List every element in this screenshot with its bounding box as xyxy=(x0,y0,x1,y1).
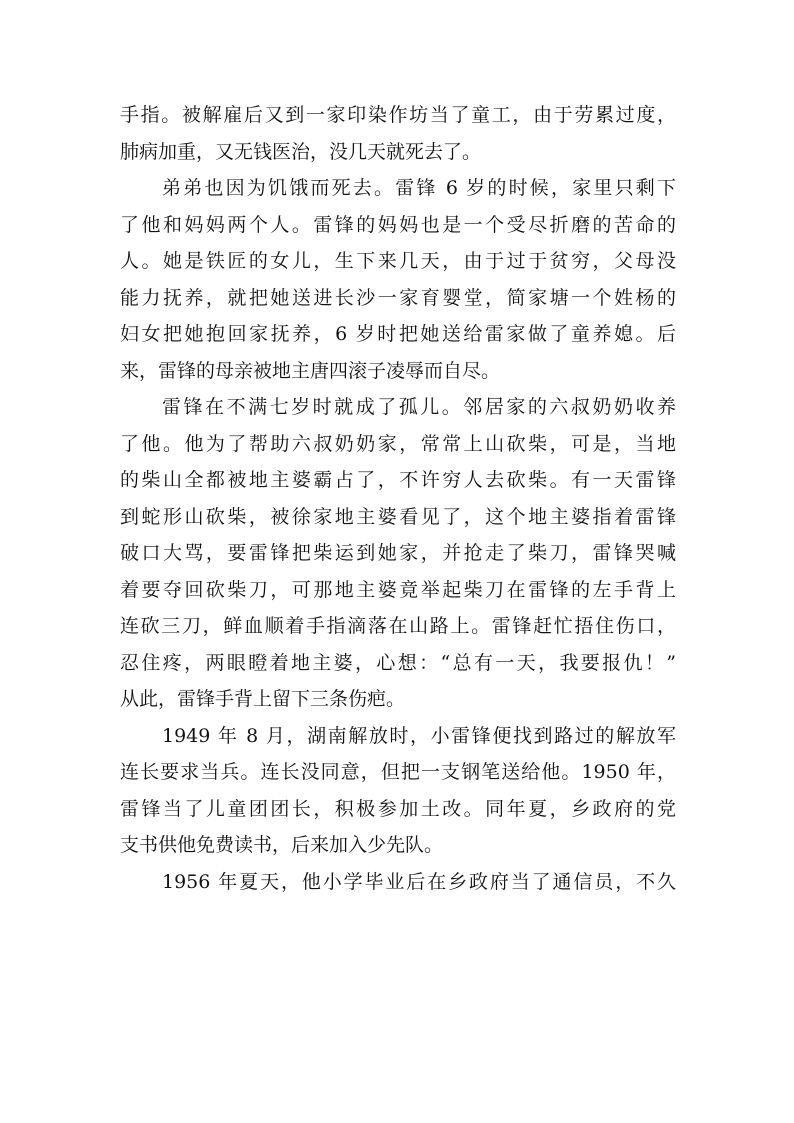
text-line: 弟弟也因为饥饿而死去。雷锋 6 岁的时候，家里只剩下 xyxy=(162,177,676,199)
text-line: 连砍三刀，鲜血顺着手指滴落在山路上。雷锋赶忙捂住伤口， xyxy=(120,615,676,637)
text-line: 破口大骂，要雷锋把柴运到她家，并抢走了柴刀，雷锋哭喊 xyxy=(120,542,676,564)
text-line: 人。她是铁匠的女儿，生下来几天，由于过于贫穷，父母没 xyxy=(120,250,676,272)
article-body xyxy=(120,97,676,900)
text-line: 了他。他为了帮助六叔奶奶家，常常上山砍柴，可是，当地 xyxy=(120,432,676,455)
paragraph xyxy=(120,97,676,170)
paragraph xyxy=(120,389,676,718)
text-line: 1949 年 8 月，湖南解放时，小雷锋便找到路过的解放军 xyxy=(162,724,676,747)
text-line: 的柴山全都被地主婆霸占了，不许穷人去砍柴。有一天雷锋 xyxy=(120,469,676,491)
text-line: 手指。被解雇后又到一家印染作坊当了童工，由于劳累过度， xyxy=(120,104,676,126)
text-line: 忍住疼，两眼瞪着地主婆，心想：“总有一天，我要报仇！” xyxy=(120,651,676,674)
text-line: 雷锋在不满七岁时就成了孤儿。邻居家的六叔奶奶收养 xyxy=(162,396,676,418)
text-line: 1956 年夏天，他小学毕业后在乡政府当了通信员，不久 xyxy=(162,870,676,893)
text-line: 着要夺回砍柴刀，可那地主婆竟举起柴刀在雷锋的左手背上 xyxy=(120,578,676,601)
text-line: 肺病加重，又无钱医治，没几天就死去了。 xyxy=(120,140,482,163)
text-line: 从此，雷锋手背上留下三条伤疤。 xyxy=(120,688,406,710)
text-line: 到蛇形山砍柴，被徐家地主婆看见了，这个地主婆指着雷锋 xyxy=(120,505,676,528)
paragraph xyxy=(120,718,676,864)
paragraph xyxy=(120,170,676,389)
text-line: 妇女把她抱回家抚养，6 岁时把她送给雷家做了童养媳。后 xyxy=(120,323,676,345)
text-line: 能力抚养，就把她送进长沙一家育婴堂，简家塘一个姓杨的 xyxy=(120,286,676,309)
text-line: 支书供他免费读书，后来加入少先队。 xyxy=(120,834,444,856)
paragraph xyxy=(120,864,676,901)
text-line: 连长要求当兵。连长没同意，但把一支钢笔送给他。1950 年， xyxy=(120,761,676,783)
text-line: 来，雷锋的母亲被地主唐四滚子凌辱而自尽。 xyxy=(120,359,501,382)
text-line: 了他和妈妈两个人。雷锋的妈妈也是一个受尽折磨的苦命的 xyxy=(120,213,676,236)
text-line: 雷锋当了儿童团团长，积极参加土改。同年夏，乡政府的党 xyxy=(120,797,676,820)
